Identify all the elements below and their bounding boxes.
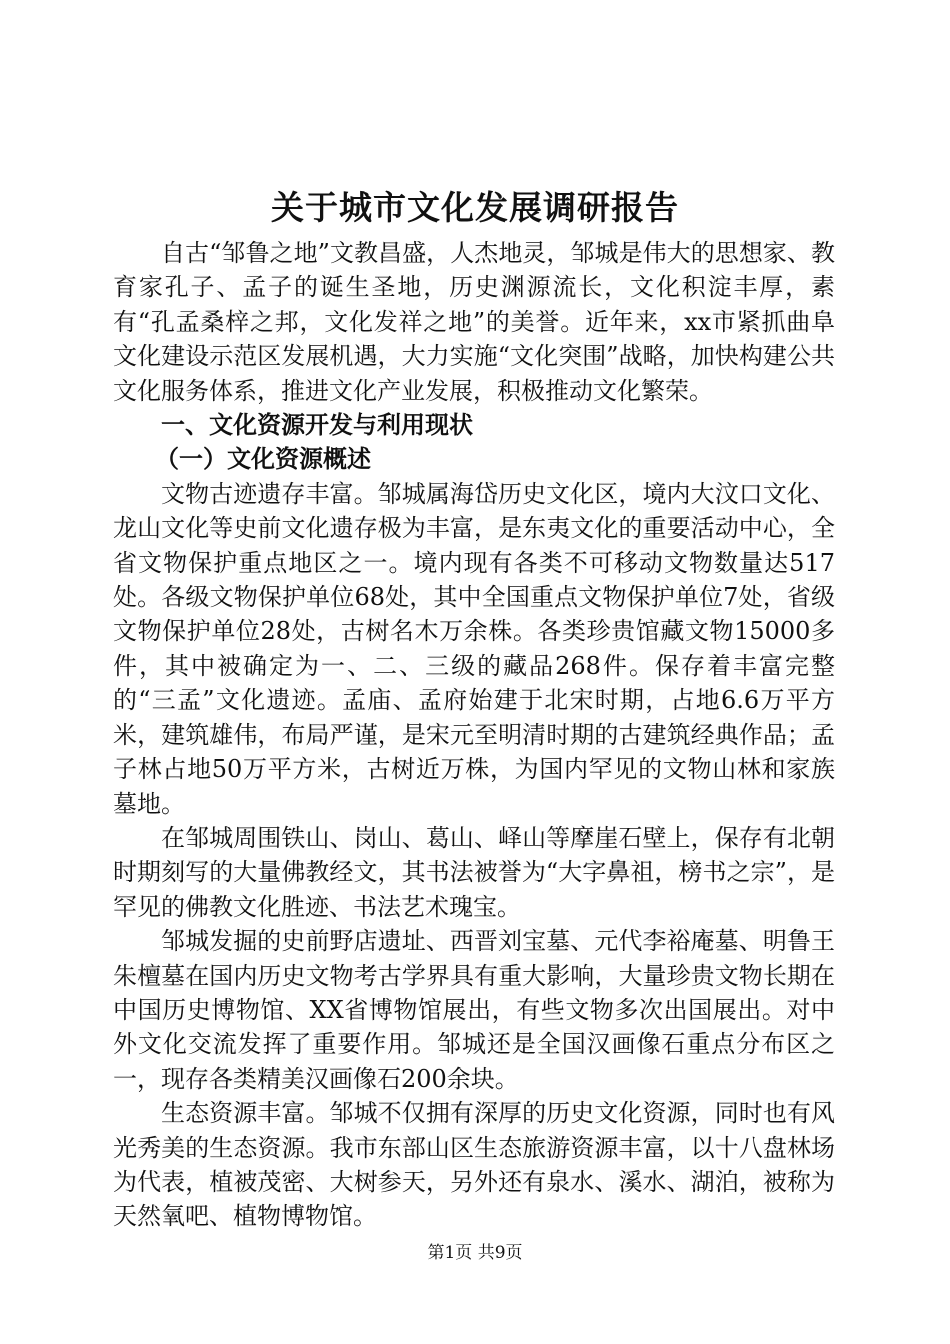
section-heading: 一、文化资源开发与利用现状 [161,411,473,440]
paragraph-stone-inscriptions: 在邹城周围铁山、岗山、葛山、峄山等摩崖石壁上，保存有北朝时期刻写的大量佛教经文，其书法被誉为“大字鼻祖，榜书之宗”，是罕见的佛教文化胜迹、书法艺术瑰宝。 [113,823,835,921]
page-footer: 第1页 共9页 [427,1243,523,1263]
paragraph-cultural-relics: 文物古迹遗存丰富。邹城属海岱历史文化区，境内大汶口文化、龙山文化等史前文化遗存极为丰富，是东夷文化的重要活动中心，全省文物保护重点地区之一。境内现有各类不可移动文物数量达517处。各级文物保护单位68处，其中全国重点文物保护单位7处，省级文物保护单位28处，古树名木万余株。各类珍贵馆藏文物15000多件，其中被确定为一、二、三级的藏品268件。保存着丰富完整的“三孟”文化遗迹。孟庙、孟府始建于北宋时期，占地6.6万平方米，建筑雄伟，布局严谨，是宋元至明清时期的古建筑经典作品；孟子林占地50万平方米，古树近万株，为国内罕见的文物山林和家族墓地。 [113,479,835,818]
paragraph-archaeology: 邹城发掘的史前野店遗址、西晋刘宝墓、元代李裕庵墓、明鲁王朱檀墓在国内历史文物考古学界具有重大影响，大量珍贵文物长期在中国历史博物馆、XX省博物馆展出，有些文物多次出国展出。对中外文化交流发挥了重要作用。邹城还是全国汉画像石重点分布区之一，现存各类精美汉画像石200余块。 [113,927,835,1093]
subsection-heading: （一）文化资源概述 [155,445,371,474]
document-title: 关于城市文化发展调研报告 [271,188,679,227]
paragraph-ecology: 生态资源丰富。邹城不仅拥有深厚的历史文化资源，同时也有风光秀美的生态资源。我市东部山区生态旅游资源丰富，以十八盘林场为代表，植被茂密、大树参天，另外还有泉水、溪水、湖泊，被称为天然氧吧、植物博物馆。 [113,1099,835,1231]
intro-paragraph: 自古“邹鲁之地”文教昌盛，人杰地灵，邹城是伟大的思想家、教育家孔子、孟子的诞生圣地，历史渊源流长，文化积淀丰厚，素有“孔孟桑梓之邦，文化发祥之地”的美誉。近年来，xx市紧抓曲阜文化建设示范区发展机遇，大力实施“文化突围”战略，加快构建公共文化服务体系，推进文化产业发展，积极推动文化繁荣。 [113,239,835,405]
document-body [113,236,835,1234]
